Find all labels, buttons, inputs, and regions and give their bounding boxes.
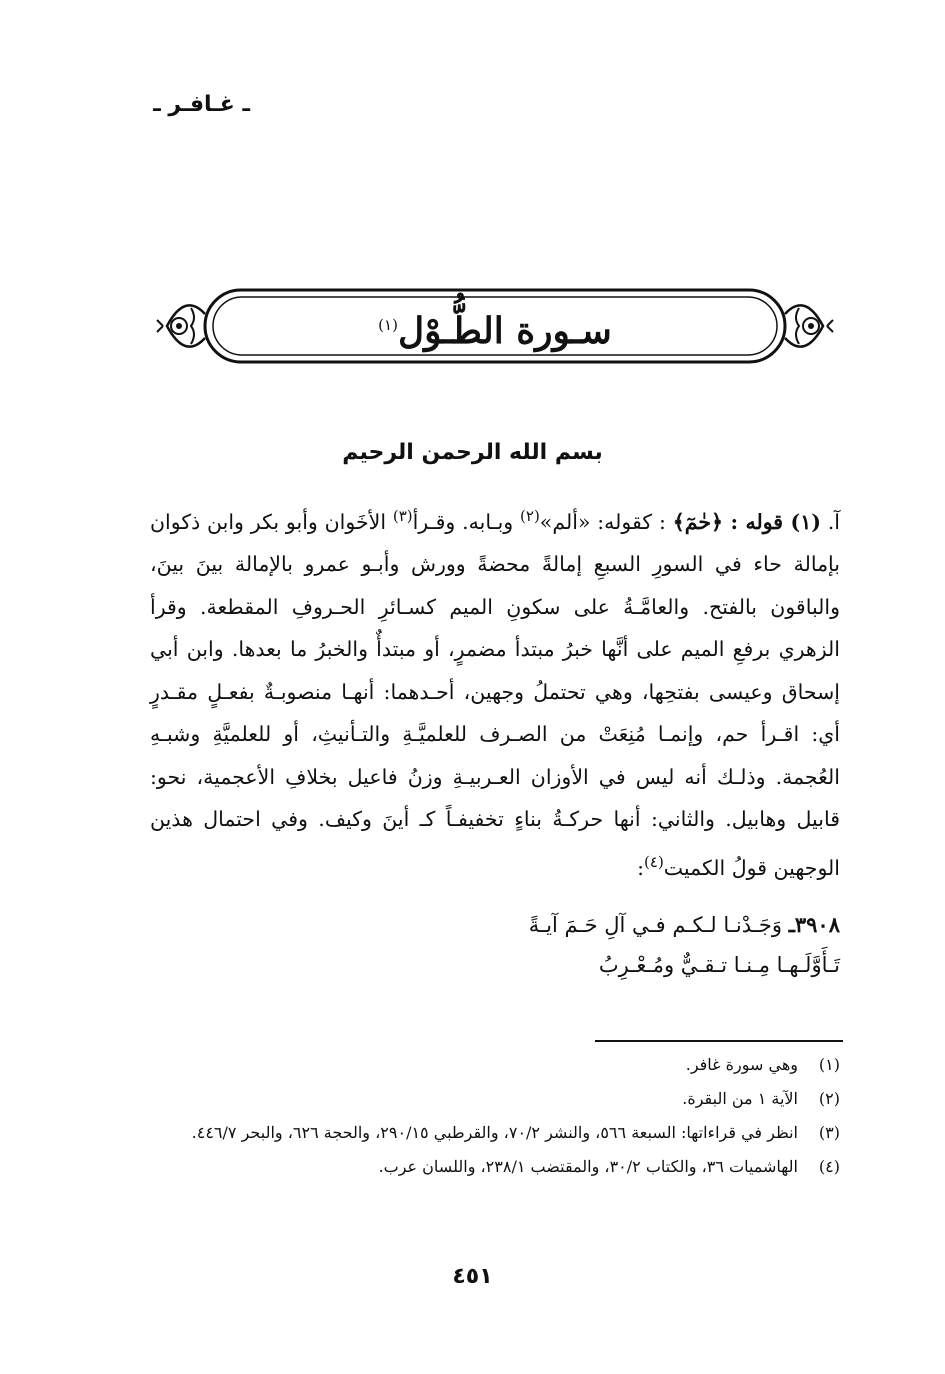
paragraph-text-4: : — [637, 855, 645, 880]
footnote — [150, 1116, 840, 1150]
footnote — [150, 1082, 840, 1116]
footnote-number: (٣) — [818, 1123, 840, 1142]
footnote-ref-2: (٢) — [520, 507, 540, 525]
running-head: ـ غـافـر ـ — [153, 92, 250, 117]
commentary-paragraph — [150, 495, 840, 889]
footnote-ref-4: (٤) — [644, 852, 664, 871]
footnotes — [150, 1048, 840, 1184]
paragraph-text-2: وبـابه. وقـرأ — [412, 509, 521, 534]
surah-title — [215, 296, 775, 354]
surah-title-footnote-ref: (١) — [378, 316, 398, 334]
footnote-text: وهي سورة غافر. — [685, 1055, 798, 1074]
verse-heading: (١) قوله : ﴿حٰمٓ﴾ — [672, 509, 821, 534]
footnote-text: انظر في قراءاتها: السبعة ٥٦٦، والنشر ٧٠/٢، والقرطبي ٢٩٠/١٥، والحجة ٦٢٦، والبحر ٤٤٦/٧. — [191, 1123, 798, 1142]
footnote — [150, 1150, 840, 1184]
verse-marker: آ. — [820, 509, 840, 534]
footnote-number: (٤) — [818, 1157, 840, 1176]
footnote-text: الآية ١ من البقرة. — [682, 1089, 798, 1108]
footnote — [150, 1048, 840, 1082]
footnote-text: الهاشميات ٣٦، والكتاب ٣٠/٢، والمقتضب ٢٣٨/١، واللسان عرب. — [378, 1157, 798, 1176]
verse-line-2: تَـأَوَّلَـهـا مِـنـا تـقـيٌّ ومُـعْـرِبُ — [598, 953, 840, 977]
poetry-verse — [150, 905, 840, 985]
basmala: بسم الله الرحمن الرحيم — [342, 440, 603, 465]
verse-line-1 — [150, 905, 840, 945]
footnote-number: (١) — [818, 1055, 840, 1074]
footnote-number: (٢) — [818, 1089, 840, 1108]
surah-title-text: سـورة الطُّـوْل — [397, 310, 612, 352]
verse-number: ٣٩٠٨ـ — [788, 912, 840, 937]
paragraph-text-1: : كقوله: «ألم» — [539, 509, 673, 534]
paragraph-text-3: الأخَوان وأبو بكر وابن ذكوان بإمالة حاء في السورِ السبعِ إمالةً محضةً وورش وأبـو عمرو بالإمالة بينَ بينَ، والباقون بالفتح. والعامَّـةُ على سكونِ الميم كسـائرِ الحـروفِ المقطعة. وقرأ الزهري برفعِ الميم على أنَّها خبرُ مبتدأ مضمرٍ، أو مبتدأٌ والخبرُ ما بعدها. وابن أبي إسحاق وعيسى بفتحِها، وهي تحتملُ وجهين، أحـدهما: أنهـا منصوبـةٌ بفعـلٍ مقـدرٍ أي: اقـرأ حم، وإنمـا مُنِعَتْ من الصـرف للعلميَّـةِ والتـأنيثِ، أو للعلميَّةِ وشبـهِ العُجمة. وذلـك أنه ليس في الأوزان العـربيـةِ وزنُ فاعيل بخلافِ الأعجمية، نحو: قابيل وهابيل. والثاني: أنها حركـةُ بناءٍ تخفيفـاً كـ أينَ وكيف. وفي احتمال هذين الوجهين قولُ الكميت — [150, 509, 840, 880]
page-number: ٤٥١ — [452, 1264, 493, 1289]
footnote-divider — [595, 1040, 843, 1042]
verse-line-1-text: وَجَـدْنـا لـكـم فـي آلِ حَـمَ آيـةً — [528, 913, 783, 937]
footnote-ref-3: (٣) — [392, 507, 413, 525]
